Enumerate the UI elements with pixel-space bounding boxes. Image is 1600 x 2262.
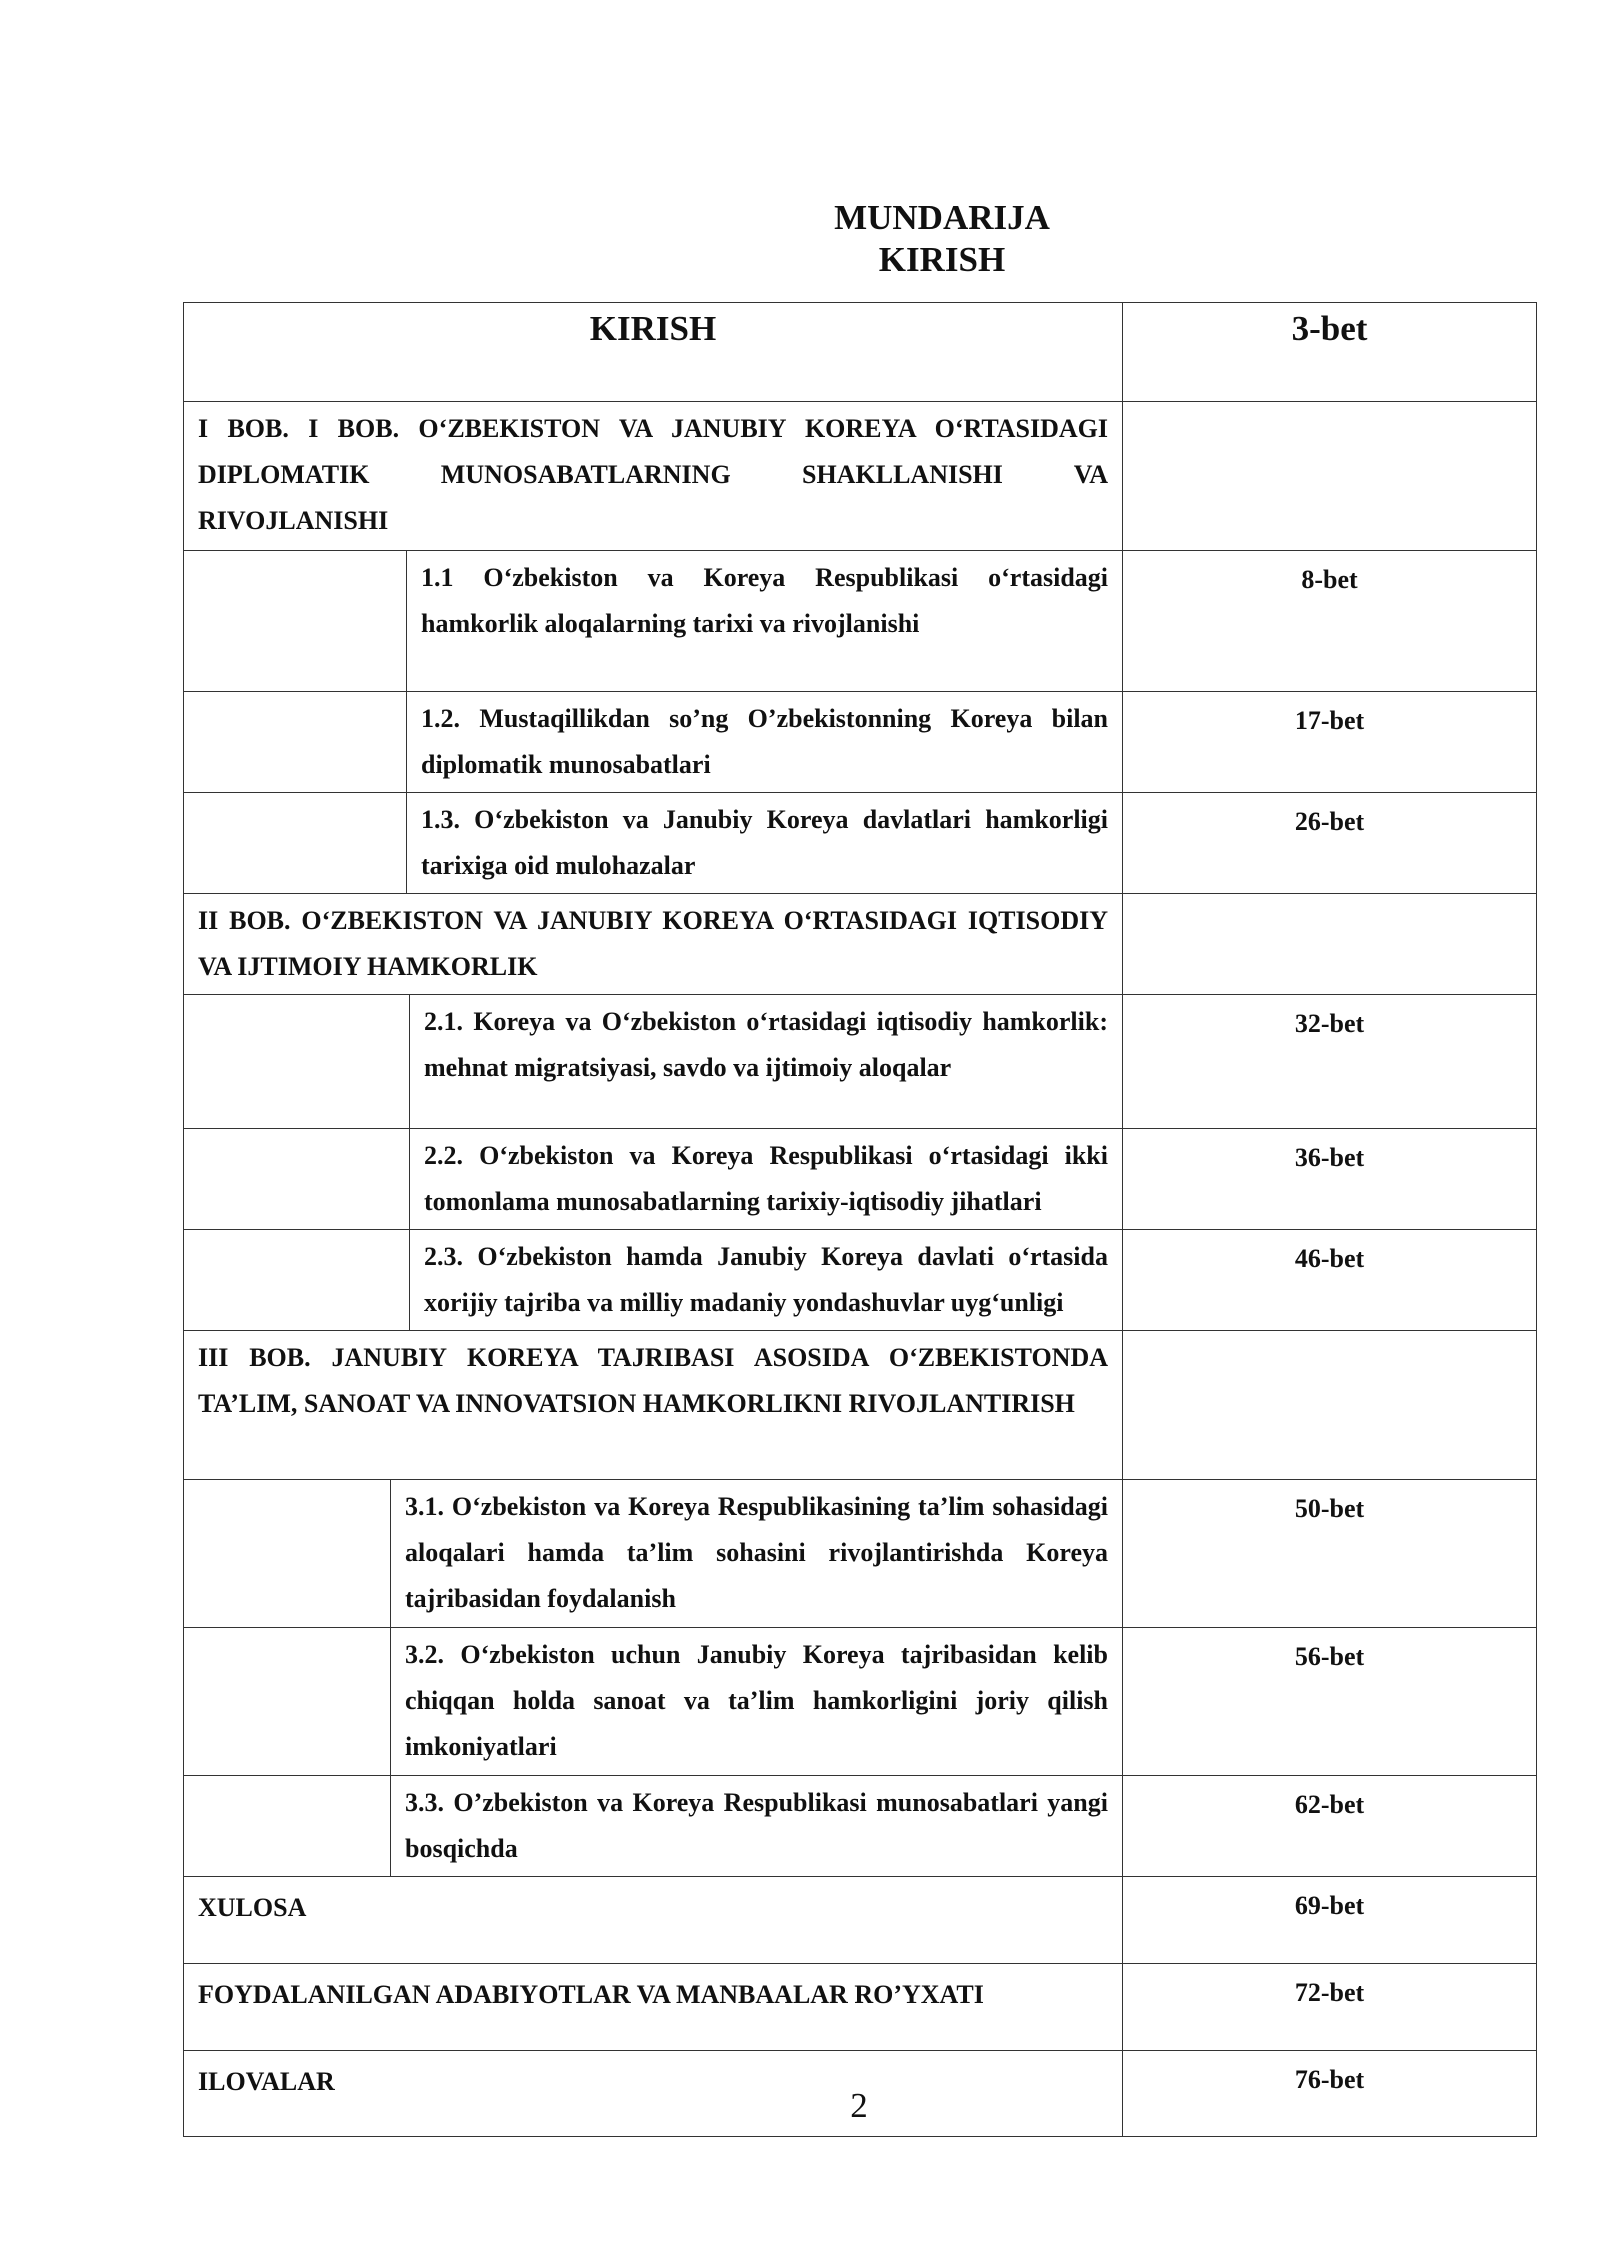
chapter1-title: I BOB. I BOB. O‘ZBEKISTON VA JANUBIY KOREYA O‘RTASIDAGI DIPLOMATIK MUNOSABATLARNING SHAKLLANISHI VA RIVOJLANISHI <box>184 402 1123 551</box>
chapter3-page-empty <box>1123 1331 1537 1480</box>
section-2-3-text: 2.3. O‘zbekiston hamda Janubiy Koreya davlati o‘rtasida xorijiy tajriba va milliy madaniy yondashuvlar uyg‘unligi <box>424 1242 1108 1317</box>
section-2-1-text: 2.1. Koreya va O‘zbekiston o‘rtasidagi iqtisodiy hamkorlik: mehnat migratsiyasi, savdo va ijtimoiy aloqalar <box>424 1007 1108 1082</box>
toc-row-section-1-3 <box>184 793 1537 894</box>
section-2-3-page: 46-bet <box>1123 1230 1537 1331</box>
section-3-3-text: 3.3. O’zbekiston va Koreya Respublikasi munosabatlari yangi bosqichda <box>405 1788 1108 1863</box>
appendices-page: 76-bet <box>1123 2051 1537 2137</box>
page-subtitle: KIRISH <box>878 240 1006 279</box>
chapter1-page-empty <box>1123 402 1537 551</box>
section-2-2-text: 2.2. O‘zbekiston va Koreya Respublikasi o‘rtasidagi ikki tomonlama munosabatlarning tarixiy-iqtisodiy jihatlari <box>424 1141 1108 1216</box>
conclusion-page: 69-bet <box>1123 1877 1537 1964</box>
chapter2-page-empty <box>1123 894 1537 995</box>
toc-row-intro <box>184 303 1537 402</box>
page-number: 2 <box>850 2086 868 2125</box>
chapter3-title: III BOB. JANUBIY KOREYA TAJRIBASI ASOSIDA O‘ZBEKISTONDA TA’LIM, SANOAT VA INNOVATSION HAMKORLIKNI RIVOJLANTIRISH <box>184 1331 1123 1480</box>
bibliography-label: FOYDALANILGAN ADABIYOTLAR VA MANBAALAR RO’YXATI <box>184 1964 1123 2051</box>
section-1-3-text: 1.3. O‘zbekiston va Janubiy Koreya davlatlari hamkorligi tarixiga oid mulohazalar <box>421 805 1108 880</box>
section-2-2-page: 36-bet <box>1123 1129 1537 1230</box>
toc-row-chapter1 <box>184 402 1537 551</box>
chapter2-title: II BOB. O‘ZBEKISTON VA JANUBIY KOREYA O‘RTASIDAGI IQTISODIY VA IJTIMOIY HAMKORLIK <box>184 894 1123 995</box>
section-3-1-page: 50-bet <box>1123 1480 1537 1628</box>
toc-row-section-1-2 <box>184 692 1537 793</box>
page-title: MUNDARIJA <box>834 198 1050 237</box>
bibliography-page: 72-bet <box>1123 1964 1537 2051</box>
section-3-2-page: 56-bet <box>1123 1628 1537 1776</box>
toc-row-conclusion <box>184 1877 1537 1964</box>
section-1-2-text: 1.2. Mustaqillikdan so’ng O’zbekistonning Koreya bilan diplomatik munosabatlari <box>421 704 1108 779</box>
toc-intro-page: 3-bet <box>1123 303 1537 402</box>
table-of-contents <box>183 302 1537 2137</box>
section-3-3-page: 62-bet <box>1123 1776 1537 1877</box>
section-1-1-page: 8-bet <box>1123 551 1537 692</box>
appendices-label: ILOVALAR <box>184 2051 1123 2137</box>
section-1-3-page: 26-bet <box>1123 793 1537 894</box>
toc-row-bibliography <box>184 1964 1537 2051</box>
section-3-2-text: 3.2. O‘zbekiston uchun Janubiy Koreya tajribasidan kelib chiqqan holda sanoat va ta’lim hamkorligini joriy qilish imkoniyatlari <box>405 1640 1108 1761</box>
toc-row-section-2-2 <box>184 1129 1537 1230</box>
toc-row-chapter3 <box>184 1331 1537 1480</box>
section-1-2-page: 17-bet <box>1123 692 1537 793</box>
toc-row-section-1-1 <box>184 551 1537 692</box>
section-1-1-text: 1.1 O‘zbekiston va Koreya Respublikasi o‘rtasidagi hamkorlik aloqalarning tarixi va rivojlanishi <box>421 563 1108 638</box>
toc-row-chapter2 <box>184 894 1537 995</box>
toc-row-section-2-3 <box>184 1230 1537 1331</box>
conclusion-label: XULOSA <box>184 1877 1123 1964</box>
toc-row-section-3-2 <box>184 1628 1537 1776</box>
toc-row-section-3-3 <box>184 1776 1537 1877</box>
section-2-1-page: 32-bet <box>1123 995 1537 1129</box>
section-3-1-text: 3.1. O‘zbekiston va Koreya Respublikasining ta’lim sohasidagi aloqalari hamda ta’lim sohasini rivojlantirishda Koreya tajribasidan foydalanish <box>405 1492 1108 1613</box>
toc-row-section-2-1 <box>184 995 1537 1129</box>
toc-intro-label: KIRISH <box>184 303 1123 402</box>
toc-row-section-3-1 <box>184 1480 1537 1628</box>
